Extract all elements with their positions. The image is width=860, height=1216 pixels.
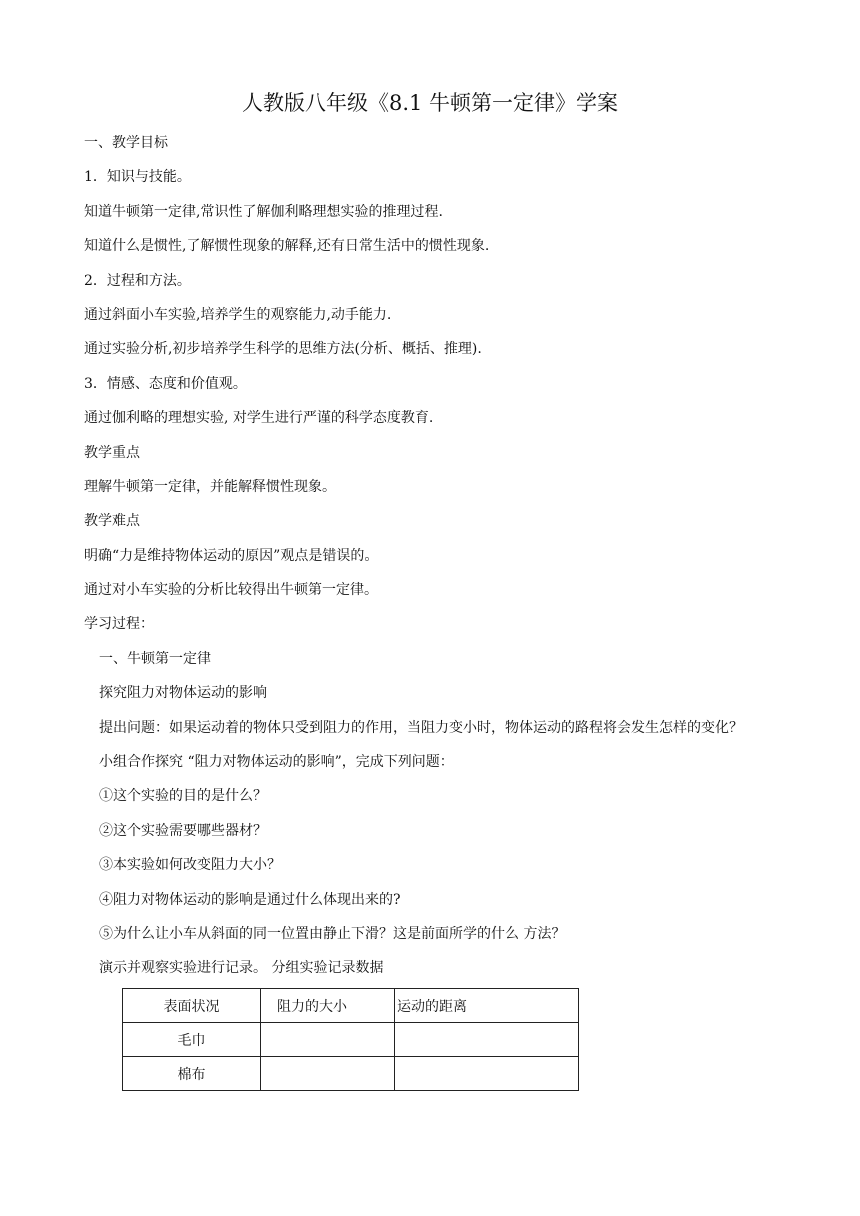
text-line: 学习过程： bbox=[84, 616, 154, 633]
text-line: 通过实验分析,初步培养学生科学的思维方法(分析、概括、推理). bbox=[84, 341, 482, 358]
table-row bbox=[123, 1023, 579, 1057]
table-cell: 毛巾 bbox=[123, 1023, 261, 1057]
table-header-cell: 阻力的大小 bbox=[261, 989, 395, 1023]
text-line: ⑤为什么让小车从斜面的同一位置由静止下滑？这是前面所学的什么 方法？ bbox=[99, 925, 566, 942]
table-header-cell: 运动的距离 bbox=[395, 989, 579, 1023]
text-line: 提出问题：如果运动着的物体只受到阻力的作用，当阻力变小时，物体运动的路程将会发生怎样的变化？ bbox=[99, 719, 743, 736]
table-cell bbox=[261, 1023, 395, 1057]
document-title: 人教版八年级《8.1 牛顿第一定律》学案 bbox=[241, 91, 619, 115]
text-line: 通过对小车实验的分析比较得出牛顿第一定律。 bbox=[84, 582, 378, 599]
experiment-record-table bbox=[122, 988, 579, 1091]
text-line: 教学重点 bbox=[84, 444, 140, 461]
text-line: 2．过程和方法。 bbox=[84, 272, 191, 289]
text-line: 3．情感、态度和价值观。 bbox=[84, 375, 247, 392]
text-line: ④阻力对物体运动的影响是通过什么体现出来的? bbox=[99, 891, 401, 908]
text-line: ③本实验如何改变阻力大小？ bbox=[99, 857, 281, 874]
text-line: 知道牛顿第一定律,常识性了解伽利略理想实验的推理过程. bbox=[84, 203, 443, 220]
text-line: 1．知识与技能。 bbox=[84, 169, 191, 186]
text-line: 通过斜面小车实验,培养学生的观察能力,动手能力. bbox=[84, 306, 392, 323]
table-cell bbox=[261, 1057, 395, 1091]
text-line: ②这个实验需要哪些器材？ bbox=[99, 822, 267, 839]
text-line: 教学难点 bbox=[84, 513, 140, 530]
table-header-cell: 表面状况 bbox=[123, 989, 261, 1023]
table-header-row bbox=[123, 989, 579, 1023]
table-cell bbox=[395, 1057, 579, 1091]
text-line: 一、教学目标 bbox=[84, 135, 168, 151]
table-cell: 棉布 bbox=[123, 1057, 261, 1091]
text-line: 理解牛顿第一定律，并能解释惯性现象。 bbox=[84, 478, 336, 495]
text-line: 明确“力是维持物体运动的原因”观点是错误的。 bbox=[84, 547, 379, 564]
text-line: 探究阻力对物体运动的影响 bbox=[99, 685, 267, 702]
text-line: 一、牛顿第一定律 bbox=[99, 650, 211, 667]
table-cell bbox=[395, 1023, 579, 1057]
text-line: 小组合作探究 “阻力对物体运动的影响”，完成下列问题： bbox=[99, 754, 454, 771]
text-line: 通过伽利略的理想实验, 对学生进行严谨的科学态度教育. bbox=[84, 410, 434, 427]
document-body bbox=[84, 131, 804, 991]
text-line: 演示并观察实验进行记录。 分组实验记录数据 bbox=[99, 960, 384, 977]
text-line: ①这个实验的目的是什么？ bbox=[99, 788, 267, 805]
text-line: 知道什么是惯性,了解惯性现象的解释,还有日常生活中的惯性现象. bbox=[84, 238, 490, 255]
table-row bbox=[123, 1057, 579, 1091]
